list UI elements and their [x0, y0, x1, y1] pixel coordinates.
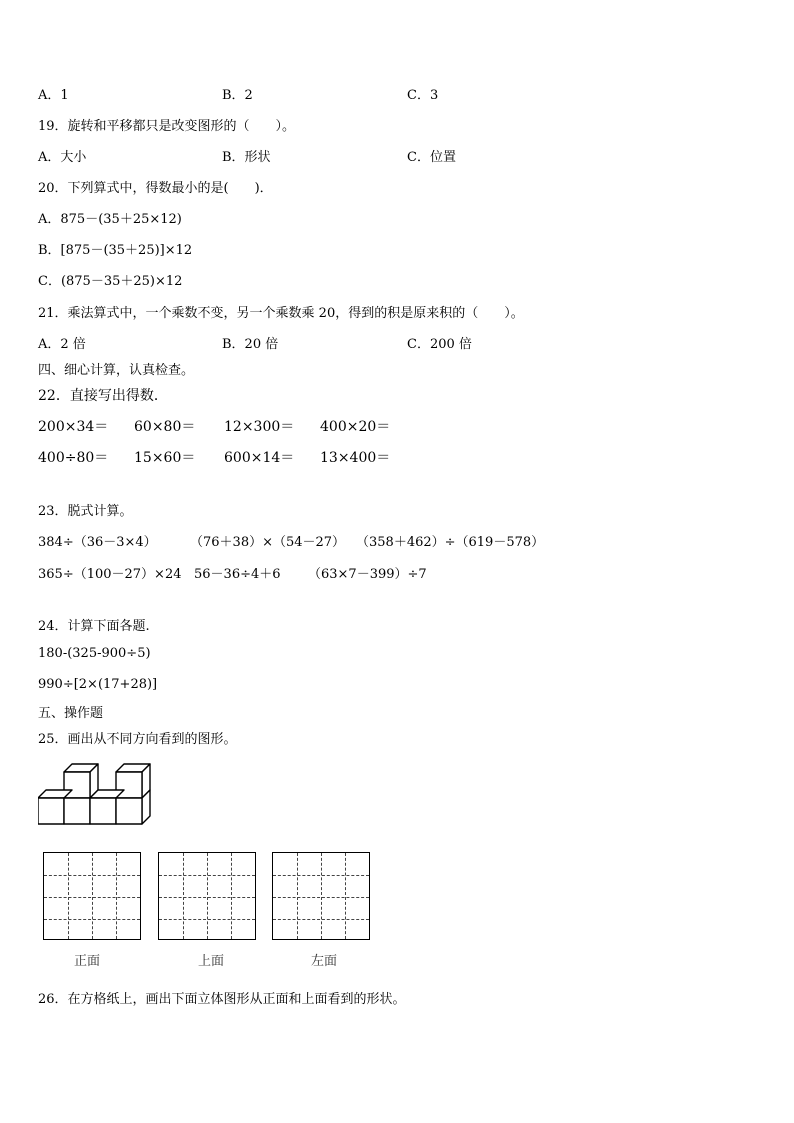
- q22-stem: 22．直接写出得数．: [38, 388, 168, 404]
- q19-option-b: B．形状: [222, 150, 271, 165]
- q22-item: 400÷80＝: [38, 450, 109, 466]
- left-view-caption: 左面: [311, 954, 338, 969]
- q21-option-a: A．2 倍: [38, 337, 86, 352]
- q23-item: （76＋38）×（54－27）: [190, 535, 346, 550]
- q20-option-c: C．(875－35＋25)×12: [38, 274, 183, 289]
- q20-stem: 20．下列算式中，得数最小的是( )．: [38, 181, 273, 196]
- front-view-caption: 正面: [74, 954, 101, 969]
- left-view-grid[interactable]: [272, 852, 370, 940]
- q22-item: 600×14＝: [224, 450, 295, 466]
- top-view-caption: 上面: [198, 954, 225, 969]
- q20-option-a: A．875－(35＋25×12): [38, 212, 182, 227]
- q26-stem: 26．在方格纸上，画出下面立体图形从正面和上面看到的形状。: [38, 992, 406, 1007]
- q18-option-a: A．1: [38, 88, 69, 103]
- q22-item: 13×400＝: [320, 450, 391, 466]
- q23-stem: 23．脱式计算。: [38, 504, 133, 519]
- q22-item: 60×80＝: [134, 419, 196, 435]
- q22-item: 200×34＝: [38, 419, 109, 435]
- q22-item: 400×20＝: [320, 419, 391, 435]
- front-view-grid[interactable]: [43, 852, 141, 940]
- q24-item: 180-(325-900÷5): [38, 646, 151, 661]
- q19-option-a: A．大小: [38, 150, 87, 165]
- q21-option-c: C．200 倍: [407, 337, 472, 352]
- q19-stem: 19．旋转和平移都只是改变图形的（ ）。: [38, 119, 296, 134]
- q24-stem: 24．计算下面各题.: [38, 619, 150, 634]
- q22-item: 12×300＝: [224, 419, 295, 435]
- q23-item: 365÷（100－27）×24: [38, 567, 182, 582]
- q23-item: 384÷（36－3×4）: [38, 535, 157, 550]
- top-view-grid[interactable]: [158, 852, 256, 940]
- q25-stem: 25．画出从不同方向看到的图形。: [38, 732, 237, 747]
- q19-option-c: C．位置: [407, 150, 456, 165]
- q22-item: 15×60＝: [134, 450, 196, 466]
- section5-heading: 五、操作题: [38, 706, 104, 721]
- q18-option-c: C．3: [407, 88, 439, 103]
- q20-option-b: B．[875－(35＋25)]×12: [38, 243, 193, 258]
- q23-item: （358＋462）÷（619－578）: [356, 535, 545, 550]
- section4-heading: 四、细心计算，认真检查。: [38, 363, 195, 378]
- q21-option-b: B．20 倍: [222, 337, 279, 352]
- q21-stem: 21．乘法算式中，一个乘数不变，另一个乘数乘 20，得到的积是原来积的（ ）。: [38, 306, 524, 321]
- q23-item: （63×7－399）÷7: [308, 567, 427, 582]
- cube-block-figure: [38, 760, 158, 830]
- q24-item: 990÷[2×(17+28)]: [38, 677, 158, 692]
- q23-item: 56－36÷4＋6: [194, 567, 281, 582]
- q18-option-b: B．2: [222, 88, 253, 103]
